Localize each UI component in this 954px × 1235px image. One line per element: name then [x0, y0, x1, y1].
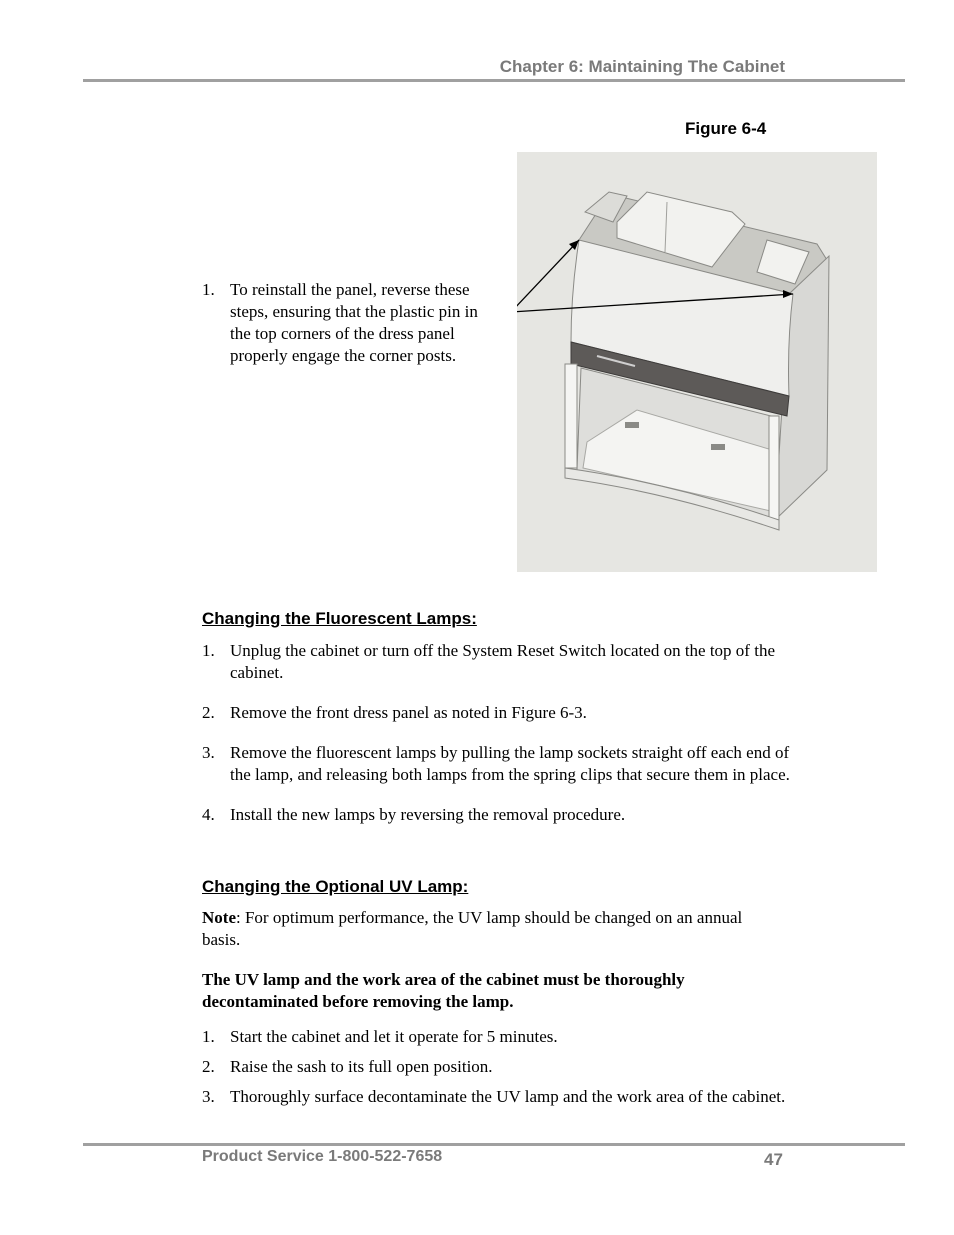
uv-note: [202, 907, 782, 951]
uv-heading: Changing the Optional UV Lamp:: [202, 877, 469, 896]
step-text: Raise the sash to its full open position.: [230, 1057, 493, 1076]
step-text: Install the new lamps by reversing the removal procedure.: [230, 805, 626, 824]
step-number: 3.: [202, 1087, 215, 1106]
list-item: [202, 279, 502, 367]
step-text: Unplug the cabinet or turn off the System Reset Switch located on the top of the cabinet.: [230, 641, 775, 682]
product-service-phone: Product Service 1-800-522-7658: [202, 1148, 443, 1165]
cabinet-illustration: [517, 152, 877, 572]
list-item: [202, 742, 792, 786]
note-text: : For optimum performance, the UV lamp should be changed on an annual basis.: [202, 908, 743, 949]
list-item: [202, 1056, 792, 1078]
list-item: [202, 702, 792, 724]
list-item: [202, 640, 792, 684]
step-text: Remove the fluorescent lamps by pulling the lamp sockets straight off each end of the lamp, and releasing both lamps from the spring clips that secure them in place.: [230, 743, 790, 784]
fluorescent-step-list: [202, 640, 792, 826]
page-number: 47: [764, 1150, 783, 1169]
step-text: Thoroughly surface decontaminate the UV lamp and the work area of the cabinet.: [230, 1087, 786, 1106]
step-text: To reinstall the panel, reverse these steps, ensuring that the plastic pin in the top corners of the dress panel properly engage the corner posts.: [230, 280, 478, 365]
list-item: [202, 804, 792, 826]
uv-warning: The UV lamp and the work area of the cabinet must be thoroughly decontaminated before removing the lamp.: [202, 970, 685, 1011]
left-post: [565, 364, 577, 468]
list-item: [202, 1086, 792, 1108]
header-rule: [83, 79, 905, 82]
step-number: 1.: [202, 280, 215, 299]
step-number: 2.: [202, 1057, 215, 1076]
fluorescent-heading: Changing the Fluorescent Lamps:: [202, 609, 477, 628]
step-number: 3.: [202, 743, 215, 762]
uv-step-list: [202, 1026, 792, 1108]
footer-rule: [83, 1143, 905, 1146]
step-text: Start the cabinet and let it operate for 5 minutes.: [230, 1027, 558, 1046]
chapter-title: Chapter 6: Maintaining The Cabinet: [499, 57, 785, 76]
note-label: Note: [202, 908, 236, 927]
step-number: 2.: [202, 703, 215, 722]
step-number: 1.: [202, 1027, 215, 1046]
step-number: 1.: [202, 641, 215, 660]
cabinet-figure: [517, 152, 877, 572]
right-post: [769, 416, 779, 526]
step-number: 4.: [202, 805, 215, 824]
list-item: [202, 1026, 792, 1048]
reinstall-step-list: [202, 279, 502, 367]
step-text: Remove the front dress panel as noted in Figure 6-3.: [230, 703, 587, 722]
figure-label: Figure 6-4: [685, 119, 767, 138]
